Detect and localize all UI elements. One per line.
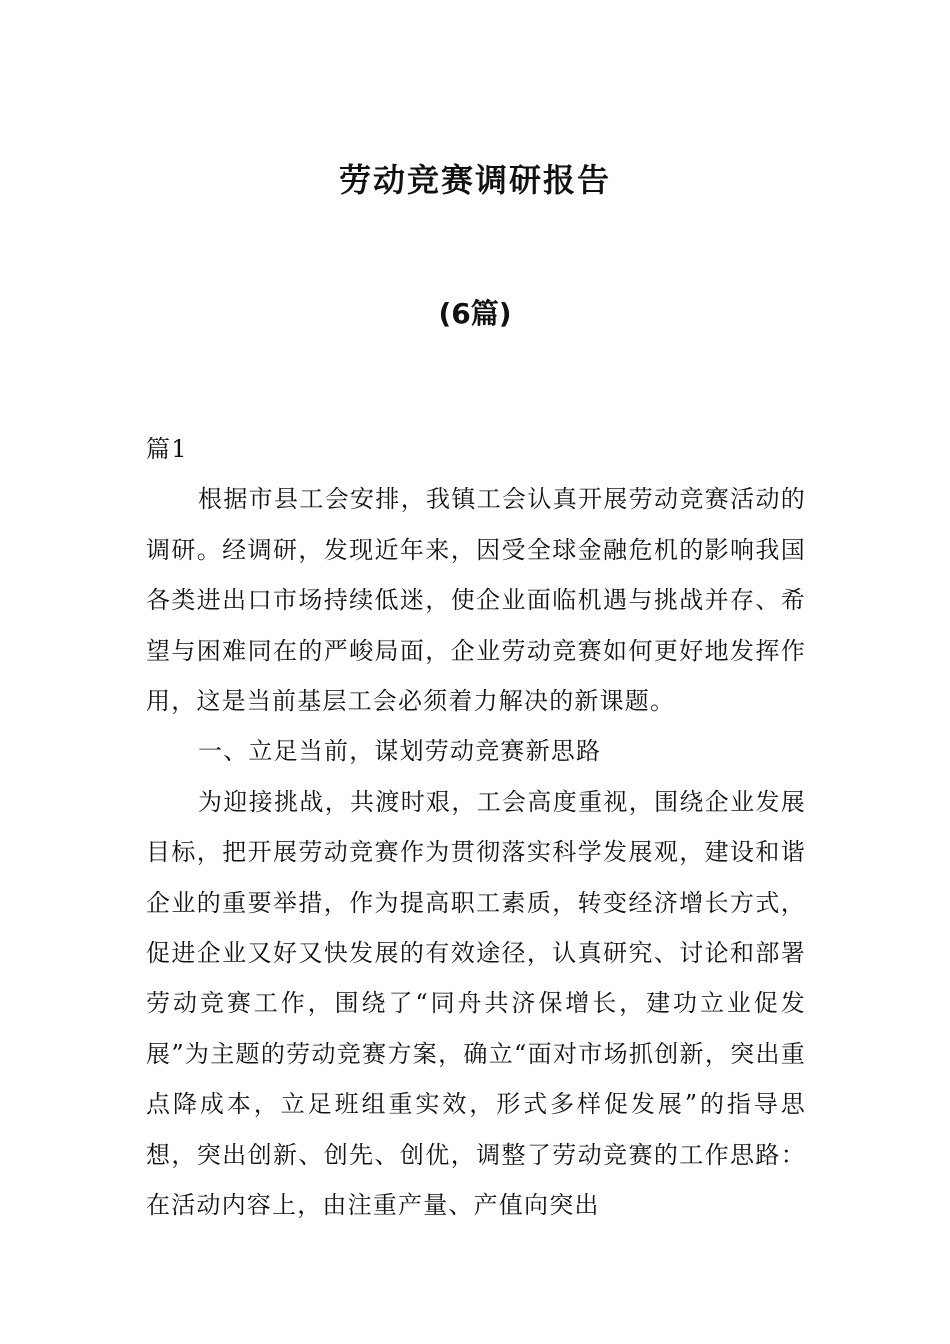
document-body — [146, 424, 806, 1231]
paragraph: 为迎接挑战，共渡时艰，工会高度重视，围绕企业发展目标，把开展劳动竞赛作为贯彻落实科学发展观，建设和谐企业的重要举措，作为提高职工素质，转变经济增长方式，促进企业又好又快发展的有效途径，认真研究、讨论和部署劳动竞赛工作，围绕了“同舟共济保增长，建功立业促发展”为主题的劳动竞赛方案，确立“面对市场抓创新，突出重点降成本，立足班组重实效，形式多样促发展”的指导思想，突出创新、创先、创优，调整了劳动竞赛的工作思路：在活动内容上，由注重产量、产值向突出 — [146, 787, 806, 1220]
document-subtitle: (6篇) — [438, 297, 512, 330]
section-heading: 一、立足当前，谋划劳动竞赛新思路 — [198, 737, 602, 766]
section-label: 篇1 — [146, 435, 188, 463]
paragraph: 根据市县工会安排，我镇工会认真开展劳动竞赛活动的调研。经调研，发现近年来，因受全球金融危机的影响我国各类进出口市场持续低迷，使企业面临机遇与挑战并存、希望与困难同在的严峻局面，企业劳动竞赛如何更好地发挥作用，这是当前基层工会必须着力解决的新课题。 — [146, 485, 806, 716]
document-title: 劳动竞赛调研报告 — [338, 161, 611, 199]
